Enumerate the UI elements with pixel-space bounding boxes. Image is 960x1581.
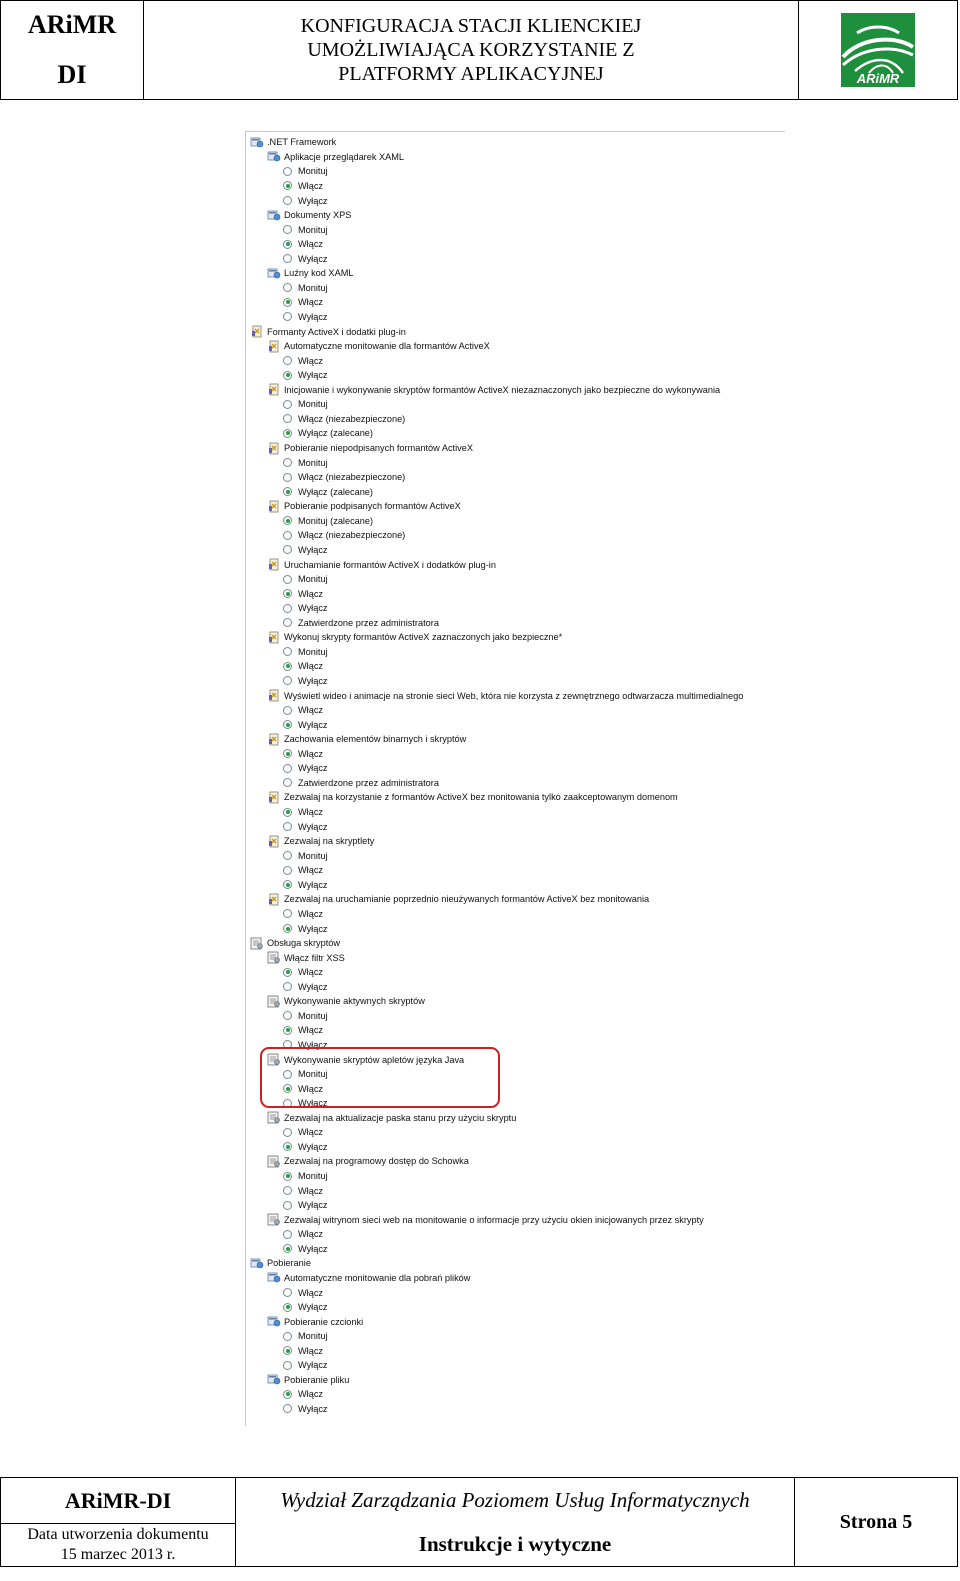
setting-item bbox=[267, 892, 649, 907]
svg-text:ARiMR: ARiMR bbox=[856, 71, 900, 86]
radio-option-label: Włącz bbox=[298, 1083, 324, 1094]
radio-selected-icon[interactable] bbox=[283, 808, 292, 817]
radio-option[interactable] bbox=[283, 368, 328, 383]
activex-icon bbox=[267, 442, 281, 455]
activex-icon bbox=[267, 500, 281, 513]
header-title-line: UMOŻLIWIAJĄCA KORZYSTANIE Z bbox=[307, 39, 635, 61]
setting-icon bbox=[267, 150, 281, 163]
radio-option-label: Włącz bbox=[298, 661, 324, 672]
footer-created-label: Data utworzenia dokumentu bbox=[27, 1526, 209, 1543]
setting-item bbox=[267, 1314, 363, 1329]
radio-option[interactable] bbox=[283, 1285, 323, 1300]
radio-selected-icon[interactable] bbox=[283, 1172, 292, 1181]
radio-option-label: Monituj bbox=[298, 574, 328, 585]
radio-empty-icon[interactable] bbox=[283, 473, 292, 482]
radio-option-label: Włącz bbox=[298, 239, 324, 250]
radio-empty-icon[interactable] bbox=[283, 706, 292, 715]
radio-option[interactable] bbox=[283, 1125, 323, 1140]
radio-selected-icon[interactable] bbox=[283, 1346, 292, 1355]
radio-option-label: Wyłącz bbox=[298, 311, 328, 322]
radio-option-label: Włącz bbox=[298, 748, 324, 759]
activex-icon bbox=[250, 325, 264, 338]
script-icon bbox=[267, 1111, 281, 1124]
setting-label: Automatyczne monitowanie dla formantów ActiveX bbox=[284, 341, 490, 352]
script-icon bbox=[250, 937, 264, 950]
radio-option-label: Włącz (niezabezpieczone) bbox=[298, 530, 406, 541]
header-logo-cell bbox=[799, 1, 957, 99]
radio-empty-icon[interactable] bbox=[283, 414, 292, 423]
radio-option[interactable] bbox=[283, 586, 323, 601]
radio-empty-icon[interactable] bbox=[283, 254, 292, 263]
setting-label: Zezwalaj na programowy dostęp do Schowka bbox=[284, 1156, 469, 1167]
setting-icon bbox=[267, 267, 281, 280]
header-title-line: KONFIGURACJA STACJI KLIENCKIEJ bbox=[300, 15, 642, 37]
settings-group-label: Formanty ActiveX i dodatki plug-in bbox=[267, 326, 406, 337]
radio-empty-icon[interactable] bbox=[283, 575, 292, 584]
radio-selected-icon[interactable] bbox=[283, 924, 292, 933]
radio-option-label: Monituj bbox=[298, 457, 328, 468]
header-title-line: PLATFORMY APLIKACYJNEJ bbox=[338, 63, 604, 85]
radio-option-label: Włącz bbox=[298, 1025, 324, 1036]
activex-icon bbox=[267, 835, 281, 848]
radio-option[interactable] bbox=[283, 878, 328, 893]
radio-option[interactable] bbox=[283, 412, 405, 427]
radio-selected-icon[interactable] bbox=[283, 298, 292, 307]
radio-option[interactable] bbox=[283, 863, 323, 878]
radio-option[interactable] bbox=[283, 353, 323, 368]
radio-option[interactable] bbox=[283, 965, 323, 980]
setting-label: Wykonuj skrypty formantów ActiveX zaznaczonych jako bezpieczne* bbox=[284, 632, 563, 643]
header-org: ARiMR bbox=[27, 10, 117, 39]
setting-label: Wykonywanie aktywnych skryptów bbox=[284, 996, 425, 1007]
radio-option[interactable] bbox=[283, 455, 328, 470]
setting-item bbox=[267, 1111, 516, 1126]
settings-group bbox=[250, 135, 336, 150]
footer-doc-type: Instrukcje i wytyczne bbox=[418, 1532, 612, 1556]
radio-option[interactable] bbox=[283, 222, 328, 237]
radio-option-label: Włącz bbox=[298, 588, 324, 599]
radio-option-label: Monituj bbox=[298, 166, 328, 177]
header-dept: DI bbox=[57, 60, 87, 89]
footer-left bbox=[1, 1478, 236, 1566]
radio-option-label: Monituj bbox=[298, 850, 328, 861]
radio-option[interactable] bbox=[283, 1300, 328, 1315]
radio-option-label: Wyłącz bbox=[298, 370, 328, 381]
radio-option[interactable] bbox=[283, 295, 323, 310]
setting-label: Pobieranie czcionki bbox=[284, 1316, 364, 1327]
setting-label: Uruchamianie formantów ActiveX i dodatków plug-in bbox=[284, 559, 496, 570]
activex-icon bbox=[267, 340, 281, 353]
radio-option-label: Wyłącz bbox=[298, 1039, 328, 1050]
radio-option-label: Monituj bbox=[298, 399, 328, 410]
setting-item bbox=[267, 790, 678, 805]
radio-selected-icon[interactable] bbox=[283, 968, 292, 977]
radio-option[interactable] bbox=[283, 717, 328, 732]
arimr-logo bbox=[841, 13, 915, 87]
radio-selected-icon[interactable] bbox=[283, 371, 292, 380]
radio-option[interactable] bbox=[283, 645, 328, 660]
radio-empty-icon[interactable] bbox=[283, 458, 292, 467]
setting-item bbox=[267, 834, 374, 849]
radio-option-label: Wyłącz bbox=[298, 1200, 328, 1211]
download-icon bbox=[250, 1257, 264, 1270]
radio-option[interactable] bbox=[283, 703, 323, 718]
radio-empty-icon[interactable] bbox=[283, 283, 292, 292]
activex-icon bbox=[267, 631, 281, 644]
radio-empty-icon[interactable] bbox=[283, 531, 292, 540]
setting-label: Zezwalaj witrynom sieci web na monitowanie o informacje przy użyciu okien inicjowanych przez skrypty bbox=[284, 1214, 704, 1225]
setting-label: Wyświetl wideo i animacje na stronie sieci Web, która nie korzysta z zewnętrznego odtwarzacza multimedialnego bbox=[284, 690, 744, 701]
settings-group bbox=[250, 1256, 311, 1271]
settings-group bbox=[250, 324, 406, 339]
radio-empty-icon[interactable] bbox=[283, 400, 292, 409]
radio-selected-icon[interactable] bbox=[283, 880, 292, 889]
radio-empty-icon[interactable] bbox=[283, 822, 292, 831]
radio-option[interactable] bbox=[283, 848, 328, 863]
radio-option[interactable] bbox=[283, 907, 323, 922]
radio-option-label: Włącz bbox=[298, 1287, 324, 1298]
radio-empty-icon[interactable] bbox=[283, 167, 292, 176]
radio-empty-icon[interactable] bbox=[283, 647, 292, 656]
setting-label: Luźny kod XAML bbox=[284, 268, 354, 279]
settings-group-label: Pobieranie bbox=[267, 1258, 311, 1269]
radio-empty-icon[interactable] bbox=[283, 676, 292, 685]
radio-empty-icon[interactable] bbox=[283, 604, 292, 613]
setting-label: Dokumenty XPS bbox=[284, 210, 352, 221]
activex-icon bbox=[267, 733, 281, 746]
radio-empty-icon[interactable] bbox=[283, 1361, 292, 1370]
activex-icon bbox=[267, 689, 281, 702]
radio-option-label: Wyłącz bbox=[298, 1098, 328, 1109]
radio-option-label: Wyłącz bbox=[298, 1141, 328, 1152]
radio-option-label: Włącz bbox=[298, 180, 324, 191]
download-icon bbox=[267, 1315, 281, 1328]
radio-empty-icon[interactable] bbox=[283, 764, 292, 773]
download-icon bbox=[267, 1373, 281, 1386]
radio-option-label: Włącz bbox=[298, 297, 324, 308]
radio-selected-icon[interactable] bbox=[283, 662, 292, 671]
radio-option-label: Wyłącz bbox=[298, 603, 328, 614]
radio-option[interactable] bbox=[283, 979, 328, 994]
radio-empty-icon[interactable] bbox=[283, 1186, 292, 1195]
footer-created bbox=[1, 1524, 235, 1566]
header-title bbox=[144, 1, 799, 99]
radio-option-label: Monituj bbox=[298, 282, 328, 293]
setting-item bbox=[267, 950, 345, 965]
setting-item bbox=[267, 688, 743, 703]
net-framework-icon bbox=[250, 136, 264, 149]
radio-option-label: Włącz bbox=[298, 355, 324, 366]
radio-option-label: Włącz bbox=[298, 807, 324, 818]
radio-option[interactable] bbox=[283, 237, 323, 252]
radio-option-label: Włącz bbox=[298, 705, 324, 716]
radio-option[interactable] bbox=[283, 601, 328, 616]
setting-label: Włącz filtr XSS bbox=[284, 952, 345, 963]
radio-option[interactable] bbox=[283, 514, 373, 529]
radio-option[interactable] bbox=[283, 426, 373, 441]
radio-selected-icon[interactable] bbox=[283, 1244, 292, 1253]
setting-label: Zachowania elementów binarnych i skryptów bbox=[284, 734, 467, 745]
radio-empty-icon[interactable] bbox=[283, 778, 292, 787]
activex-icon bbox=[267, 791, 281, 804]
radio-empty-icon[interactable] bbox=[283, 1404, 292, 1413]
activex-icon bbox=[267, 383, 281, 396]
settings-group bbox=[250, 936, 340, 951]
setting-item bbox=[267, 630, 562, 645]
activex-icon bbox=[267, 558, 281, 571]
radio-option[interactable] bbox=[283, 1198, 328, 1213]
radio-empty-icon[interactable] bbox=[283, 1230, 292, 1239]
radio-selected-icon[interactable] bbox=[283, 516, 292, 525]
radio-option-label: Wyłącz bbox=[298, 1403, 328, 1414]
radio-empty-icon[interactable] bbox=[283, 225, 292, 234]
radio-option-label: Wyłącz bbox=[298, 981, 328, 992]
radio-option-label: Monituj bbox=[298, 1010, 328, 1021]
setting-label: Automatyczne monitowanie dla pobrań plików bbox=[284, 1272, 471, 1283]
radio-option[interactable] bbox=[283, 310, 328, 325]
radio-option[interactable] bbox=[283, 761, 328, 776]
radio-option[interactable] bbox=[283, 1329, 328, 1344]
radio-selected-icon[interactable] bbox=[283, 1142, 292, 1151]
radio-empty-icon[interactable] bbox=[283, 312, 292, 321]
setting-item bbox=[267, 383, 720, 398]
setting-label: Zezwalaj na korzystanie z formantów ActiveX bez monitowania tylko zaakceptowanym domenom bbox=[284, 792, 678, 803]
radio-option[interactable] bbox=[283, 251, 328, 266]
setting-icon bbox=[267, 209, 281, 222]
setting-item bbox=[267, 557, 496, 572]
header-org-cell bbox=[1, 1, 144, 99]
footer-org-dept: ARiMR-DI bbox=[1, 1478, 235, 1524]
radio-selected-icon[interactable] bbox=[283, 749, 292, 758]
radio-option[interactable] bbox=[283, 397, 328, 412]
radio-empty-icon[interactable] bbox=[283, 1201, 292, 1210]
footer-middle bbox=[236, 1478, 795, 1566]
radio-option-label: Wyłącz bbox=[298, 879, 328, 890]
setting-item bbox=[267, 1154, 469, 1169]
radio-option-label: Włącz bbox=[298, 967, 324, 978]
radio-option-label: Wyłącz bbox=[298, 253, 328, 264]
radio-option[interactable] bbox=[283, 193, 328, 208]
radio-option[interactable] bbox=[283, 470, 405, 485]
setting-label: Wykonywanie skryptów apletów języka Java bbox=[284, 1054, 465, 1065]
setting-item bbox=[267, 499, 461, 514]
radio-option-label: Włącz bbox=[298, 908, 324, 919]
radio-empty-icon[interactable] bbox=[283, 1011, 292, 1020]
security-settings-screenshot bbox=[245, 131, 785, 1426]
setting-item bbox=[267, 1271, 470, 1286]
page-header bbox=[0, 0, 958, 100]
download-icon bbox=[267, 1271, 281, 1284]
radio-selected-icon[interactable] bbox=[283, 1303, 292, 1312]
setting-item bbox=[267, 150, 404, 165]
radio-option-label: Monituj (zalecane) bbox=[298, 515, 374, 526]
radio-option-label: Monituj bbox=[298, 646, 328, 657]
setting-item bbox=[267, 441, 473, 456]
radio-option[interactable] bbox=[283, 1009, 328, 1024]
activex-icon bbox=[267, 893, 281, 906]
setting-label: Aplikacje przeglądarek XAML bbox=[284, 151, 405, 162]
tree-border-top bbox=[245, 131, 785, 132]
radio-option-label: Wyłącz bbox=[298, 1360, 328, 1371]
radio-empty-icon[interactable] bbox=[283, 1128, 292, 1137]
radio-selected-icon[interactable] bbox=[283, 181, 292, 190]
radio-option-label: Wyłącz bbox=[298, 544, 328, 555]
radio-selected-icon[interactable] bbox=[283, 487, 292, 496]
radio-option-label: Wyłącz bbox=[298, 719, 328, 730]
footer-division: Wydział Zarządzania Poziomem Usług Informatycznych bbox=[280, 1488, 750, 1512]
radio-option[interactable] bbox=[283, 1140, 328, 1155]
setting-label: Zezwalaj na aktualizacje paska stanu przy użyciu skryptu bbox=[284, 1112, 517, 1123]
radio-selected-icon[interactable] bbox=[283, 1026, 292, 1035]
radio-option-label: Włącz bbox=[298, 1389, 324, 1400]
radio-option[interactable] bbox=[283, 1387, 323, 1402]
radio-option-label: Zatwierdzone przez administratora bbox=[298, 777, 439, 788]
setting-label: Zezwalaj na skryptlety bbox=[284, 836, 375, 847]
radio-empty-icon[interactable] bbox=[283, 909, 292, 918]
radio-empty-icon[interactable] bbox=[283, 618, 292, 627]
radio-option[interactable] bbox=[283, 776, 439, 791]
radio-selected-icon[interactable] bbox=[283, 1390, 292, 1399]
radio-empty-icon[interactable] bbox=[283, 196, 292, 205]
radio-empty-icon[interactable] bbox=[283, 1288, 292, 1297]
settings-group-label: Obsługa skryptów bbox=[267, 938, 341, 949]
script-icon bbox=[267, 1213, 281, 1226]
radio-option[interactable] bbox=[283, 1402, 328, 1417]
radio-option-label: Włącz bbox=[298, 1127, 324, 1138]
radio-option-label: Włącz (niezabezpieczone) bbox=[298, 472, 406, 483]
radio-option[interactable] bbox=[283, 1358, 328, 1373]
radio-option[interactable] bbox=[283, 1227, 323, 1242]
radio-option[interactable] bbox=[283, 805, 323, 820]
radio-empty-icon[interactable] bbox=[283, 545, 292, 554]
radio-option-label: Monituj bbox=[298, 224, 328, 235]
radio-option[interactable] bbox=[283, 543, 328, 558]
setting-label: Inicjowanie i wykonywanie skryptów formantów ActiveX niezaznaczonych jako bezpieczne do wykonywania bbox=[284, 384, 721, 395]
radio-empty-icon[interactable] bbox=[283, 1332, 292, 1341]
radio-option-label: Wyłącz bbox=[298, 923, 328, 934]
page-footer bbox=[0, 1477, 958, 1567]
radio-option[interactable] bbox=[283, 1169, 328, 1184]
radio-option[interactable] bbox=[283, 572, 328, 587]
java-applet-highlight bbox=[260, 1047, 500, 1108]
settings-group-label: .NET Framework bbox=[267, 137, 337, 148]
radio-option[interactable] bbox=[283, 179, 323, 194]
radio-option-label: Włącz bbox=[298, 1229, 324, 1240]
script-icon bbox=[267, 1155, 281, 1168]
radio-option-label: Wyłącz bbox=[298, 1243, 328, 1254]
radio-option[interactable] bbox=[283, 615, 439, 630]
radio-selected-icon[interactable] bbox=[283, 240, 292, 249]
radio-option-label: Włącz bbox=[298, 1345, 324, 1356]
radio-empty-icon[interactable] bbox=[283, 851, 292, 860]
radio-option-label: Wyłącz (zalecane) bbox=[298, 486, 373, 497]
radio-option-label: Monituj bbox=[298, 1331, 328, 1342]
radio-empty-icon[interactable] bbox=[283, 356, 292, 365]
radio-option-label: Włącz bbox=[298, 1185, 324, 1196]
script-icon bbox=[267, 951, 281, 964]
radio-option[interactable] bbox=[283, 674, 328, 689]
radio-option[interactable] bbox=[283, 1023, 323, 1038]
radio-option-label: Wyłącz bbox=[298, 763, 328, 774]
radio-option-label: Wyłącz bbox=[298, 821, 328, 832]
radio-option-label: Wyłącz bbox=[298, 675, 328, 686]
setting-item bbox=[267, 266, 353, 281]
radio-option-label: Wyłącz bbox=[298, 1302, 328, 1313]
setting-label: Pobieranie podpisanych formantów ActiveX bbox=[284, 501, 461, 512]
radio-option-label: Włącz bbox=[298, 865, 324, 876]
radio-selected-icon[interactable] bbox=[283, 720, 292, 729]
footer-page: Strona 5 bbox=[839, 1510, 913, 1533]
radio-option-label: Zatwierdzone przez administratora bbox=[298, 617, 439, 628]
radio-selected-icon[interactable] bbox=[283, 429, 292, 438]
radio-option[interactable] bbox=[283, 484, 373, 499]
setting-item bbox=[267, 208, 351, 223]
radio-option-label: Monituj bbox=[298, 1171, 328, 1182]
footer-created-date: 15 marzec 2013 r. bbox=[60, 1546, 176, 1563]
radio-empty-icon[interactable] bbox=[283, 982, 292, 991]
setting-item bbox=[267, 339, 490, 354]
radio-option-label: Monituj bbox=[298, 1069, 328, 1080]
setting-item bbox=[267, 994, 425, 1009]
radio-option[interactable] bbox=[283, 921, 328, 936]
radio-option[interactable] bbox=[283, 528, 405, 543]
setting-label: Pobieranie niepodpisanych formantów ActiveX bbox=[284, 443, 473, 454]
radio-option[interactable] bbox=[283, 747, 323, 762]
radio-selected-icon[interactable] bbox=[283, 589, 292, 598]
radio-option-label: Włącz (niezabezpieczone) bbox=[298, 413, 406, 424]
radio-option[interactable] bbox=[283, 281, 328, 296]
radio-option-label: Wyłącz (zalecane) bbox=[298, 428, 373, 439]
radio-option[interactable] bbox=[283, 164, 328, 179]
radio-option[interactable] bbox=[283, 659, 323, 674]
tree-border-left bbox=[245, 131, 246, 1426]
setting-label: Zezwalaj na uruchamianie poprzednio nieużywanych formantów ActiveX bez monitowania bbox=[284, 894, 650, 905]
setting-item bbox=[267, 732, 466, 747]
radio-option[interactable] bbox=[283, 1242, 328, 1257]
radio-option[interactable] bbox=[283, 1343, 323, 1358]
radio-option[interactable] bbox=[283, 819, 328, 834]
radio-option[interactable] bbox=[283, 1183, 323, 1198]
setting-item bbox=[267, 1373, 349, 1388]
radio-empty-icon[interactable] bbox=[283, 866, 292, 875]
radio-option-label: Wyłącz bbox=[298, 195, 328, 206]
script-icon bbox=[267, 995, 281, 1008]
setting-item bbox=[267, 1212, 704, 1227]
setting-label: Pobieranie pliku bbox=[284, 1374, 350, 1385]
